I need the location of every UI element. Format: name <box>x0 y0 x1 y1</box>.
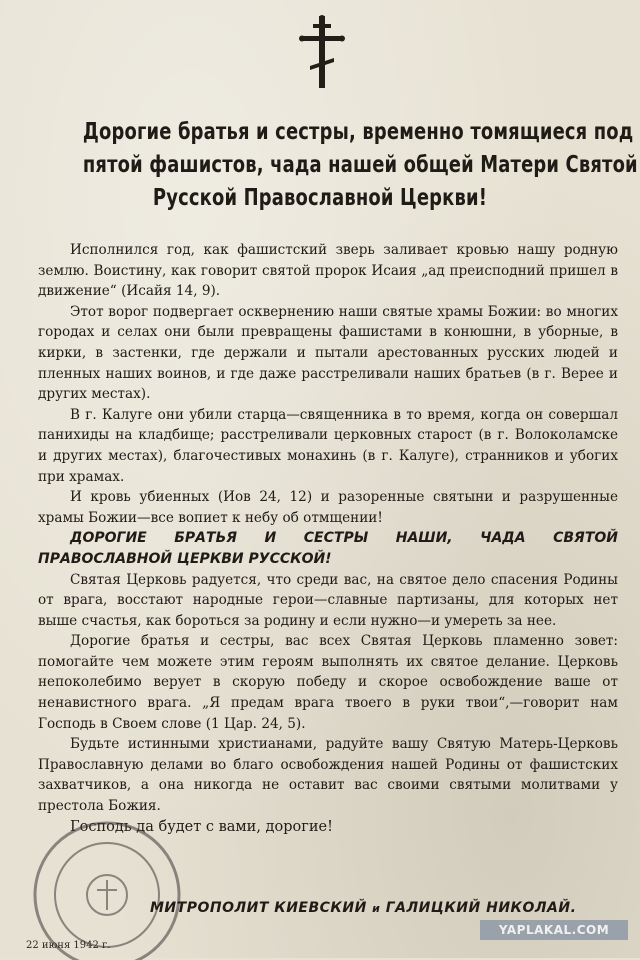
appeal-body <box>38 240 618 837</box>
heading-line-3: Русской Православной Церкви! <box>152 185 488 211</box>
paragraph-4: И кровь убиенных (Иов 24, 12) и разоренные святыни и разрушенные храмы Божии—все вопиет к небу об отмщении! <box>38 489 618 526</box>
paragraph-5: Святая Церковь радуется, что среди вас, на святое дело спасения Родины от врага, восстают народные герои—славные партизаны, для которых нет выше счастья, как бороться за родину и если нужно—и умереть за нее. <box>38 571 618 629</box>
signature-title-2: ГАЛИЦКИЙ НИКОЛАЙ. <box>385 900 577 916</box>
round-seal-stamp <box>12 800 212 960</box>
orthodox-cross-icon <box>298 14 346 90</box>
paragraph-7: Будьте истинными христианами, радуйте вашу Святую Матерь-Церковь Православную делами во благо освобождения нашей Родины от фашистских захватчиков, а она никогда не оставит вас своими святыми молитвами у престола Божия. <box>38 736 618 815</box>
signature-conjunction: и <box>372 902 381 915</box>
heading-line-1: Дорогие братья и сестры, временно томящиеся под <box>82 119 634 145</box>
paragraph-1: Исполнился год, как фашистский зверь заливает кровью нашу родную землю. Воистину, как говорит святой пророк Исаия „ад преисподний пришел в движение“ (Исайя 14, 9). <box>38 242 618 300</box>
heading-line-2: пятой фашистов, чада нашей общей Матери Святой <box>82 152 638 178</box>
appeal-heading <box>82 116 638 215</box>
date-line: 22 июня 1942 г. <box>26 940 111 951</box>
signature <box>150 900 620 916</box>
subheading: ДОРОГИЕ БРАТЬЯ И СЕСТРЫ НАШИ, ЧАДА СВЯТОЙ ПРАВОСЛАВНОЙ ЦЕРКВИ РУССКОЙ! <box>38 530 618 567</box>
closing-line: Господь да будет с вами, дорогие! <box>70 818 333 835</box>
watermark-badge: YAPLAKAL.COM <box>480 920 628 940</box>
signature-title-1: МИТРОПОЛИТ КИЕВСКИЙ <box>150 900 367 916</box>
paragraph-2: Этот ворог подвергает осквернению наши святые храмы Божии: во многих городах и селах они были превращены фашистами в конюшни, в уборные, в кирки, в застенки, где держали и пытали арестованных русских людей и пленных наших воинов, и где даже расстреливали наших братьев (в г. Верее и других местах). <box>38 303 618 403</box>
paragraph-6: Дорогие братья и сестры, вас всех Святая Церковь пламенно зовет: помогайте чем можете этим героям выполнять их святое делание. Церковь непоколебимо верует в скорую победу и скорое освобождение ваше от ненавистного врага. „Я предам врага твоего в руки твои“,—говорит нам Господь в Своем слове (1 Цар. 24, 5). <box>38 633 618 732</box>
paragraph-3: В г. Калуге они убили старца—священника в то время, когда он совершал панихиды на кладбище; расстреливали церковных старост (в г. Волоколамске и других местах), благочестивых монахинь (в г. Калуге), странников и убогих при храмах. <box>38 406 618 485</box>
